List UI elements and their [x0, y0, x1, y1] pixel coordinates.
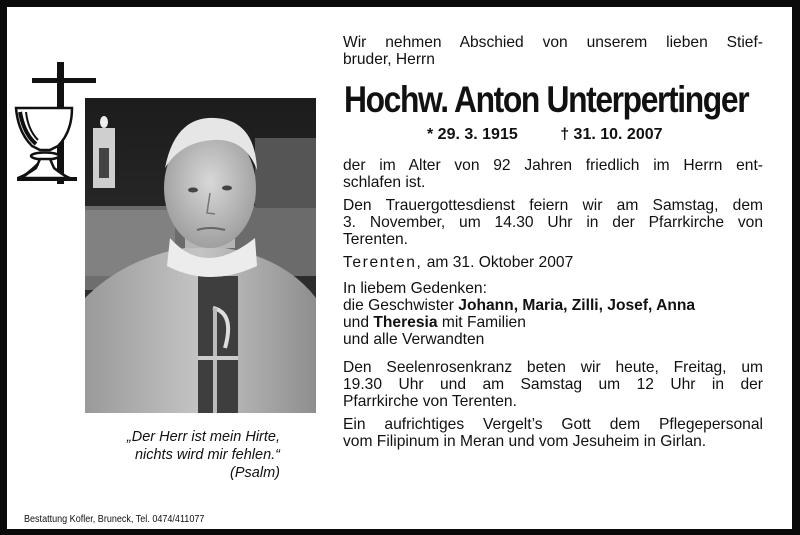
quote-line-1: „Der Herr ist mein Hirte,	[126, 429, 280, 445]
rosary-paragraph	[343, 359, 763, 410]
rosary-line-1: Den Seelenrosenkranz beten wir heute, Freitag, um	[343, 359, 763, 376]
service-line-2: 3. November, um 14.30 Uhr in der Pfarrkirche von	[343, 214, 763, 231]
intro-paragraph	[343, 34, 763, 68]
cross-chalice-icon	[14, 60, 96, 186]
siblings-line-2	[343, 314, 763, 331]
siblings-and: und	[343, 314, 374, 331]
siblings-line-1	[343, 297, 763, 314]
deceased-name: Hochw. Anton Unterpertinger	[344, 79, 749, 120]
intro-line-2: bruder, Herrn	[343, 51, 435, 68]
place-date-line	[343, 254, 763, 271]
memory-paragraph	[343, 280, 763, 348]
thanks-line-1: Ein aufrichtiges Vergelt’s Gott dem Pflegepersonal	[343, 416, 763, 433]
siblings-name-theresia: Theresia	[373, 314, 438, 331]
thanks-line-2: vom Filipinum in Meran und vom Jesuheim in Girlan.	[343, 433, 707, 450]
service-line-3: Terenten.	[343, 231, 409, 248]
death-date: † 31. 10. 2007	[560, 126, 663, 143]
quote-line-2: nichts wird mir fehlen.“	[134, 447, 280, 463]
place: Terenten,	[343, 254, 423, 271]
portrait-photo	[85, 98, 316, 413]
undertaker-info: Bestattung Kofler, Bruneck, Tel. 0474/411077	[24, 513, 205, 525]
rosary-line-3: Pfarrkirche von Terenten.	[343, 393, 517, 410]
obituary-text	[343, 34, 763, 450]
intro-line-1: Wir nehmen Abschied von unserem lieben Stief-	[343, 34, 763, 51]
life-dates	[427, 126, 763, 143]
siblings-prefix: die Geschwister	[343, 297, 459, 314]
passed-line-1: der im Alter von 92 Jahren friedlich im Herrn ent-	[343, 157, 763, 174]
siblings-names: Johann, Maria, Zilli, Josef, Anna	[458, 297, 696, 314]
rosary-line-2: 19.30 Uhr und am Samstag um 12 Uhr in der	[343, 376, 763, 393]
siblings-suffix: mit Familien	[437, 314, 526, 331]
portrait-illustration	[85, 98, 316, 413]
psalm-quote	[96, 428, 280, 482]
passed-line-2: schlafen ist.	[343, 174, 426, 191]
passed-paragraph	[343, 157, 763, 191]
memory-heading: In liebem Gedenken:	[343, 280, 487, 297]
relatives-line: und alle Verwandten	[343, 331, 485, 348]
notice-date: am 31. Oktober 2007	[422, 254, 574, 271]
birth-date: * 29. 3. 1915	[427, 126, 518, 143]
quote-source: (Psalm)	[230, 465, 280, 481]
service-line-1: Den Trauergottesdienst feiern wir am Samstag, dem	[343, 197, 763, 214]
service-paragraph	[343, 197, 763, 248]
thanks-paragraph	[343, 416, 763, 450]
